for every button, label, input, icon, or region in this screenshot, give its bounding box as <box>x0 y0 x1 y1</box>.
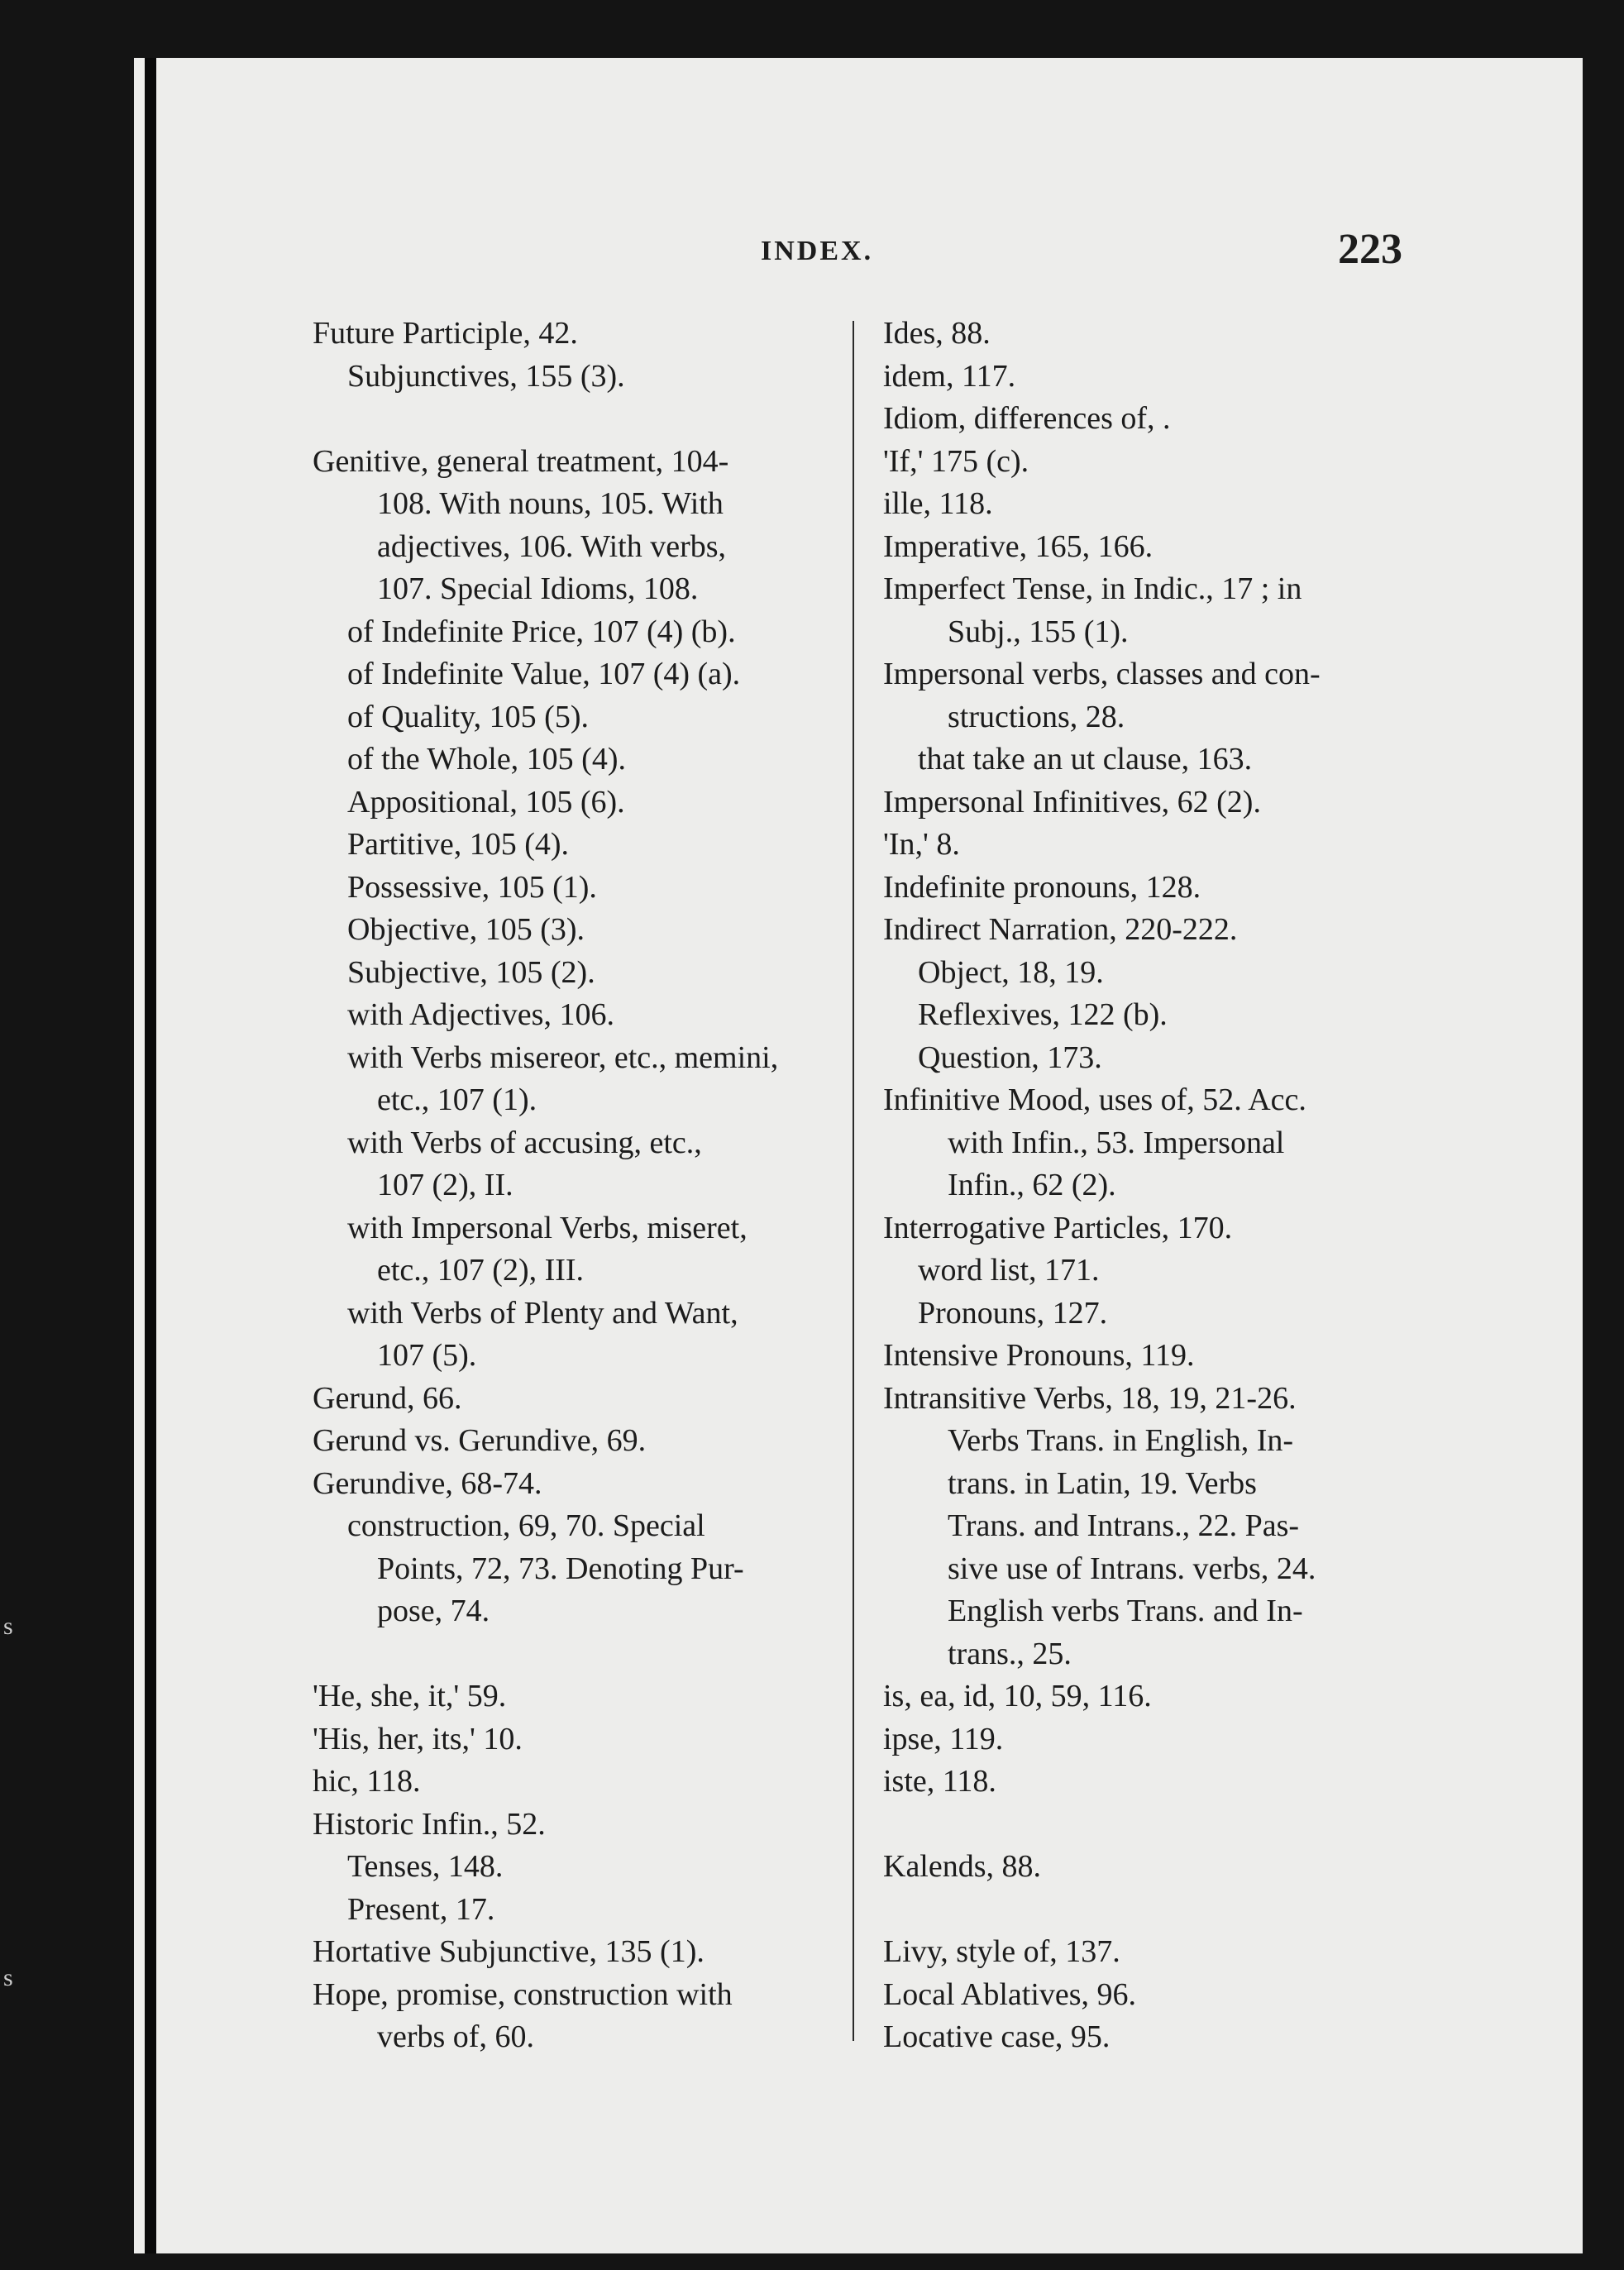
index-entry: construction, 69, 70. Special <box>347 1508 705 1543</box>
index-entry: Infin., 62 (2). <box>948 1168 1116 1202</box>
index-gap <box>883 1889 1412 1932</box>
index-column-right <box>883 313 1412 2059</box>
index-entry: ille, 118. <box>883 486 993 521</box>
index-entry: Hope, promise, construction with <box>313 1976 733 2012</box>
index-entry: Impersonal verbs, classes and con- <box>883 657 1321 691</box>
index-entry: sive use of Intrans. verbs, 24. <box>948 1551 1316 1586</box>
index-entry: iste, 118. <box>883 1764 996 1799</box>
index-entry: Imperfect Tense, in Indic., 17 ; in <box>883 571 1302 606</box>
index-entry: verbs of, 60. <box>377 2019 534 2054</box>
index-entry: Ides, 88. <box>883 316 991 351</box>
index-entry: 107. Special Idioms, 108. <box>377 571 699 606</box>
index-entry: etc., 107 (1). <box>377 1082 537 1117</box>
index-entry: Hortative Subjunctive, 135 (1). <box>313 1934 705 1969</box>
index-entry: Tenses, 148. <box>347 1849 504 1884</box>
index-entry: with Verbs of Plenty and Want, <box>347 1295 738 1331</box>
index-entry: with Verbs misereor, etc., memini, <box>347 1039 779 1075</box>
index-entry: Possessive, 105 (1). <box>347 869 597 905</box>
index-entry: of Indefinite Value, 107 (4) (a). <box>347 657 741 691</box>
margin-mark: s <box>3 1613 13 1640</box>
index-entry: idem, 117. <box>883 358 1016 394</box>
index-entry: word list, 171. <box>918 1253 1100 1288</box>
index-entry: of Quality, 105 (5). <box>347 699 589 734</box>
index-entry: Interrogative Particles, 170. <box>883 1210 1233 1245</box>
index-entry: Genitive, general treatment, 104- <box>313 443 729 479</box>
page-number: 223 <box>1338 226 1402 273</box>
index-entry: Reflexives, 122 (b). <box>918 997 1168 1032</box>
index-entry: Objective, 105 (3). <box>347 912 585 947</box>
index-entry: Locative case, 95. <box>883 2019 1111 2054</box>
index-entry: of the Whole, 105 (4). <box>347 742 626 777</box>
index-entry: Gerundive, 68-74. <box>313 1465 542 1501</box>
index-gap <box>313 398 833 441</box>
index-entry: Local Ablatives, 96. <box>883 1976 1137 2012</box>
index-entry: that take an ut clause, 163. <box>918 742 1253 777</box>
index-entry: Pronouns, 127. <box>918 1295 1108 1331</box>
index-entry: Imperative, 165, 166. <box>883 528 1154 564</box>
index-entry: Object, 18, 19. <box>918 954 1104 990</box>
index-entry: Question, 173. <box>918 1039 1102 1075</box>
index-entry: 'In,' 8. <box>883 827 960 862</box>
index-entry: with Verbs of accusing, etc., <box>347 1125 702 1160</box>
margin-mark: s <box>3 1964 13 1991</box>
index-entry: Trans. and Intrans., 22. Pas- <box>948 1508 1300 1543</box>
index-entry: Future Participle, 42. <box>313 316 578 351</box>
index-gap <box>883 1804 1412 1847</box>
index-entry: Historic Infin., 52. <box>313 1806 546 1842</box>
index-entry: trans., 25. <box>948 1636 1072 1671</box>
index-entry: with Adjectives, 106. <box>347 997 614 1032</box>
index-entry: trans. in Latin, 19. Verbs <box>948 1465 1257 1501</box>
index-entry: Subj., 155 (1). <box>948 614 1129 649</box>
index-entry: Impersonal Infinitives, 62 (2). <box>883 784 1261 820</box>
index-entry: 107 (5). <box>377 1338 477 1373</box>
index-entry: Idiom, differences of, . <box>883 401 1171 436</box>
page-binding-edge <box>145 58 156 2253</box>
index-entry: Points, 72, 73. Denoting Pur- <box>377 1551 744 1586</box>
index-entry: Kalends, 88. <box>883 1849 1042 1884</box>
index-entry: Indirect Narration, 220-222. <box>883 912 1238 947</box>
index-entry: Verbs Trans. in English, In- <box>948 1423 1294 1458</box>
index-entry: Present, 17. <box>347 1891 495 1927</box>
running-header: INDEX. <box>761 236 874 266</box>
index-entry: Subjective, 105 (2). <box>347 954 595 990</box>
index-entry: 'His, her, its,' 10. <box>313 1721 523 1756</box>
index-entry: Intransitive Verbs, 18, 19, 21-26. <box>883 1380 1297 1416</box>
index-entry: Gerund, 66. <box>313 1380 462 1416</box>
index-column-left <box>313 313 833 2059</box>
index-entry: with Impersonal Verbs, miseret, <box>347 1210 748 1245</box>
index-entry: structions, 28. <box>948 699 1125 734</box>
index-entry: with Infin., 53. Impersonal <box>948 1125 1285 1160</box>
index-entry: Indefinite pronouns, 128. <box>883 869 1201 905</box>
index-gap <box>313 1633 833 1676</box>
index-entry: Gerund vs. Gerundive, 69. <box>313 1423 647 1458</box>
index-entry: 107 (2), II. <box>377 1168 513 1202</box>
index-entry: 'He, she, it,' 59. <box>313 1679 507 1713</box>
index-entry: etc., 107 (2), III. <box>377 1253 585 1288</box>
index-entry: Subjunctives, 155 (3). <box>347 358 625 394</box>
index-entry: adjectives, 106. With verbs, <box>377 528 727 564</box>
index-entry: Appositional, 105 (6). <box>347 784 625 820</box>
index-entry: 'If,' 175 (c). <box>883 443 1029 479</box>
index-entry: Partitive, 105 (4). <box>347 827 570 862</box>
index-entry: pose, 74. <box>377 1594 490 1628</box>
index-entry: ipse, 119. <box>883 1721 1004 1756</box>
index-entry: of Indefinite Price, 107 (4) (b). <box>347 614 736 649</box>
column-divider <box>853 321 854 2041</box>
index-entry: Infinitive Mood, uses of, 52. Acc. <box>883 1082 1306 1117</box>
index-entry: is, ea, id, 10, 59, 116. <box>883 1679 1152 1713</box>
index-entry: hic, 118. <box>313 1764 421 1799</box>
index-entry: 108. With nouns, 105. With <box>377 486 724 521</box>
index-entry: Livy, style of, 137. <box>883 1934 1120 1969</box>
index-entry: English verbs Trans. and In- <box>948 1594 1303 1628</box>
index-entry: Intensive Pronouns, 119. <box>883 1338 1195 1373</box>
